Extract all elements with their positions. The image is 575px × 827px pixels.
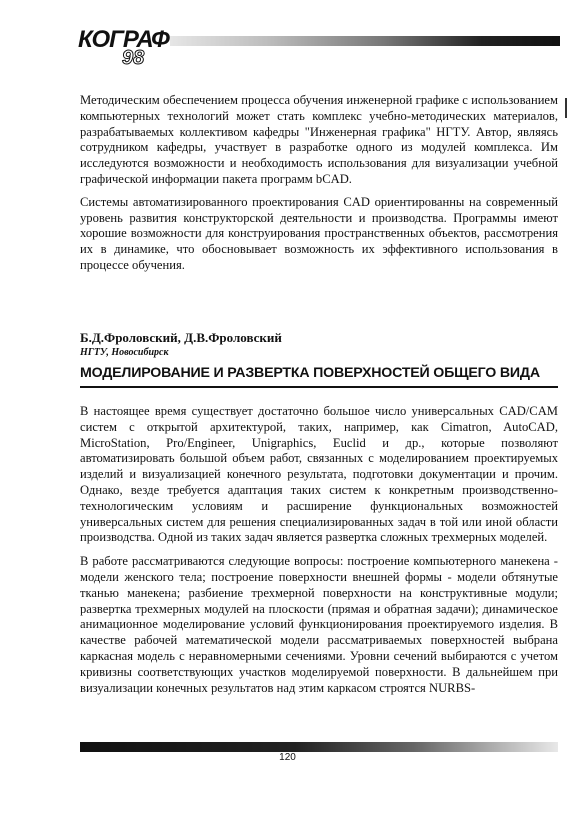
- title-underline: [80, 386, 558, 388]
- intro-text: [80, 93, 558, 274]
- article-title: МОДЕЛИРОВАНИЕ И РАЗВЕРТКА ПОВЕРХНОСТЕЙ ОБЩЕГО ВИДА: [80, 365, 540, 381]
- header-gradient-bar: [170, 36, 560, 46]
- article-authors: Б.Д.Фроловский, Д.В.Фроловский: [80, 330, 282, 345]
- margin-mark: [565, 98, 567, 118]
- conference-logo: КОГРАФ: [78, 26, 169, 53]
- intro-paragraph: Методическим обеспечением процесса обучения инженерной графике с использованием компьютерных технологий может стать комплекс учебно-методических материалов, разрабатываемых коллективом кафедры "Инженерная графика" НГТУ. Автор, являясь сотрудником кафедры, участвует в разработке одного из модулей комплекса. Им исследуются возможности и необходимость использования для визуализации учебной графической информации пакета программ bCAD.: [80, 93, 558, 186]
- article-affiliation: НГТУ, Новосибирск: [80, 347, 169, 358]
- page-number: 120: [279, 752, 296, 763]
- body-paragraph: В работе рассматриваются следующие вопросы: построение компьютерного манекена - модели женского тела; построение поверхности внешней формы - модели обтянутые тканью манекена; разбиение трехмерной поверхности на конструктивные модули; развертка трехмерных модулей на плоскости (прямая и обратная задачи); динамическое анимационное моделирование условий функционирования проектируемого изделия. В качестве рабочей математической модели рассматриваемых поверхностей выбрана каркасная модель с неравномерными сечениями. Уровни сечений выбираются с учетом кривизны соответствующих участков моделируемой поверхности. В дальнейшем при визуализации конечных результатов над этим каркасом строятся NURBS-: [80, 554, 558, 695]
- intro-paragraph: Системы автоматизированного проектирования CAD ориентированны на современный уровень развития конструкторской деятельности и производства. Программы имеют хорошие возможности для конструирования пространственных объектов, рассмотрения их в динамике, что обосновывает возможность их эффективного использования в процессе обучения.: [80, 194, 558, 272]
- footer-gradient-bar: [80, 742, 558, 752]
- body-paragraph: В настоящее время существует достаточно большое число универсальных CAD/CAM систем с открытой архитектурой, таких, например, как Cimatron, AutoCAD, MicroStation, Pro/Engineer, Unigraphics, Euclid и др., которые позволяют автоматизировать большой объем работ, связанных с моделированием проектируемых изделий и визуализацией конечного результата, подготовки документации и прочим. Однако, везде требуется адаптация таких систем к конкретным производственно-технологическим условиям и расширение функциональных возможностей универсальных систем для решения специализированных задач в той или иной области производства. Одной из таких задач является развертка сложных трехмерных моделей.: [80, 404, 558, 545]
- conference-logo-year: 98: [122, 47, 145, 69]
- article-body: [80, 404, 558, 696]
